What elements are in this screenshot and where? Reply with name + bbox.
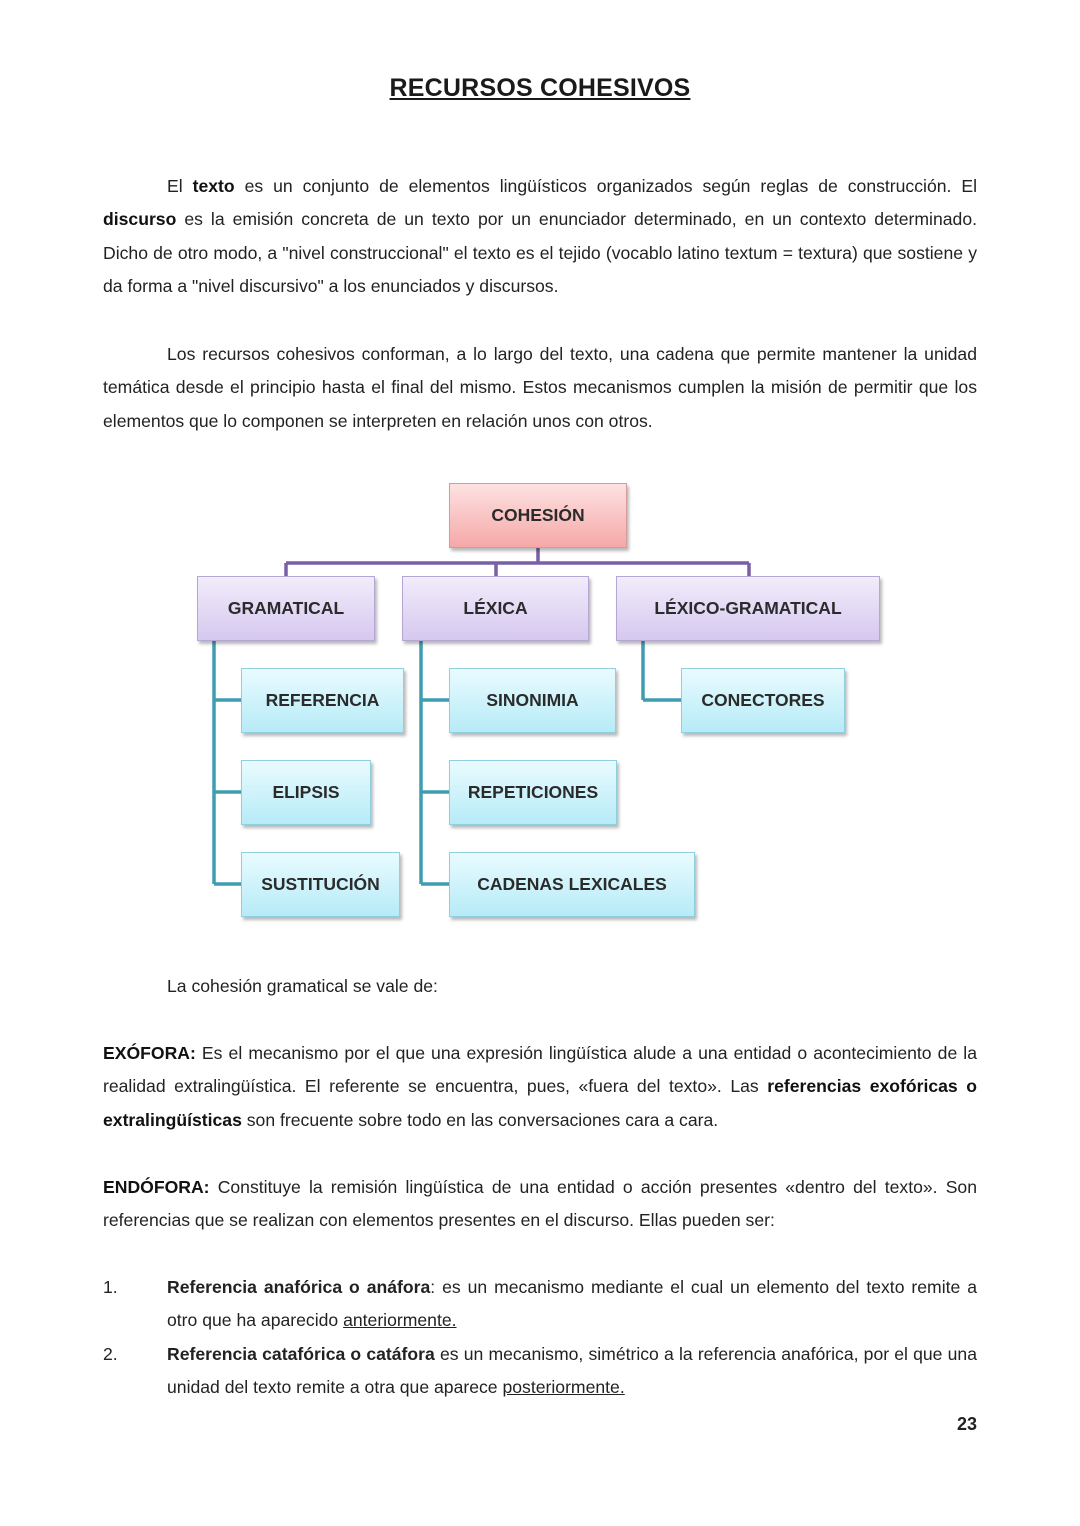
text-span: es un conjunto de elementos lingüísticos organizados según reglas de construcción. El <box>234 176 977 196</box>
text-span: Es el mecanismo por el que una expresión lingüística alude a una entidad o acontecimiento de la realidad extralingüística. El referente se encuentra, pues, «fuera del texto». Las <box>103 1043 977 1097</box>
bold-term-discurso: discurso <box>103 209 177 230</box>
paragraph-endofora <box>103 1171 977 1238</box>
list-number: 1. <box>103 1277 118 1297</box>
text-span: Constituye la remisión lingüística de una entidad o acción presentes «dentro del texto». Son referencias que se realizan con elementos presentes en el discurso. Ellas pueden ser: <box>103 1177 977 1231</box>
bold-term-texto: texto <box>192 176 235 196</box>
node-sustitucion: SUSTITUCIÓN <box>241 852 400 917</box>
node-sinonimia: SINONIMIA <box>449 668 616 733</box>
node-conectores: CONECTORES <box>681 668 845 733</box>
node-elipsis: ELIPSIS <box>241 760 371 825</box>
text-span: es un mecanismo, simétrico a la referencia anafórica, por el que una unidad del texto remite a otra que aparece <box>167 1344 977 1398</box>
paragraph-exofora <box>103 1037 977 1137</box>
text-span: son frecuente sobre todo en las conversaciones cara a cara. <box>241 1109 719 1130</box>
paragraph-recursos: Los recursos cohesivos conforman, a lo largo del texto, una cadena que permite mantener la unidad temática desde el principio hasta el final del mismo. Estos mecanismos cumplen la misión de permitir que los elementos que lo componen se interpreten en relación unos con otros. <box>103 344 977 431</box>
text-span: es la emisión concreta de un texto por un enunciador determinado, en un contexto determinado. Dicho de otro modo, a "nivel construccional" el texto es el tejido (vocablo latino textum = textura) que sostiene y da forma a "nivel discursivo" a los enunciados y discursos. <box>103 209 977 297</box>
node-lexico-gramatical: LÉXICO-GRAMATICAL <box>616 576 880 641</box>
node-gramatical: GRAMATICAL <box>197 576 375 641</box>
page-title: RECURSOS COHESIVOS <box>389 74 691 102</box>
bold-term-referencias: referencias exofóricas o extralingüísticas <box>103 1076 978 1130</box>
list-item-catafora <box>167 1338 977 1405</box>
underlined-term: anteriormente. <box>343 1310 457 1331</box>
label-exofora: EXÓFORA: <box>103 1043 196 1063</box>
bold-term-anafora: Referencia anafórica o anáfora <box>167 1277 431 1297</box>
node-referencia: REFERENCIA <box>241 668 404 733</box>
bold-term-catafora: Referencia catafórica o catáfora <box>167 1344 435 1364</box>
underlined-term: posteriormente. <box>502 1377 625 1398</box>
text-span: : es un mecanismo mediante el cual un elemento del texto remite a otro que ha aparecido <box>167 1277 978 1331</box>
node-lexica: LÉXICA <box>402 576 589 641</box>
node-cohesion: COHESIÓN <box>449 483 627 548</box>
label-endofora: ENDÓFORA: <box>103 1177 210 1197</box>
text-span: El <box>167 176 193 196</box>
paragraph-cohesion-gramatical: La cohesión gramatical se vale de: <box>167 976 438 996</box>
paragraph-texto-discurso <box>103 170 977 304</box>
list-number: 2. <box>103 1344 118 1364</box>
list-item-anafora <box>167 1271 977 1338</box>
node-repeticiones: REPETICIONES <box>449 760 617 825</box>
node-cadenas-lexicales: CADENAS LEXICALES <box>449 852 695 917</box>
page-number: 23 <box>956 1414 977 1434</box>
